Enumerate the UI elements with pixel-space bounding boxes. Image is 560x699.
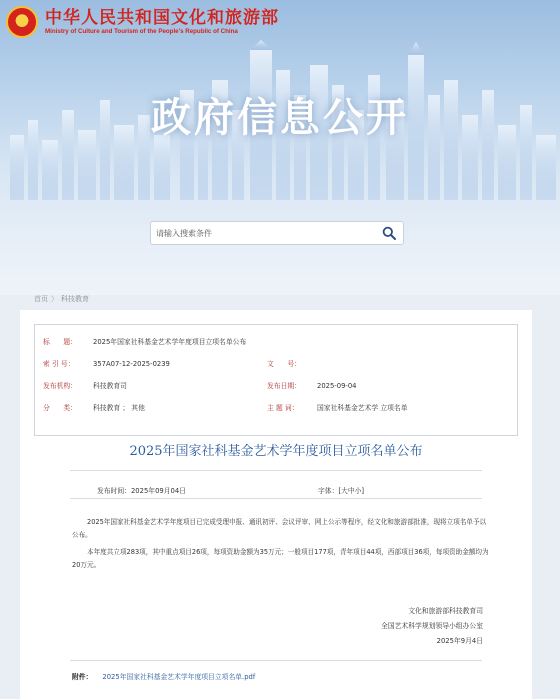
- meta-category-label: 分 类：: [43, 404, 77, 412]
- article-card: [20, 310, 532, 699]
- metadata-table: [34, 324, 518, 436]
- header-banner: [0, 0, 560, 295]
- meta-title-value: 2025年国家社科基金艺术学年度项目立项名单公布: [93, 338, 247, 346]
- signature-dept: 文化和旅游部科技教育司: [408, 607, 483, 615]
- national-emblem-icon: [6, 6, 38, 38]
- article-title: 2025年国家社科基金艺术学年度项目立项名单公布: [129, 444, 423, 459]
- ministry-name-en: Ministry of Culture and Tourism of the People's Republic of China: [45, 28, 238, 35]
- meta-title-label: 标 题：: [43, 338, 77, 346]
- font-size-label: 字体：: [318, 487, 339, 495]
- search-icon[interactable]: [381, 225, 397, 241]
- breadcrumb: [34, 294, 89, 304]
- page-title: 政府信息公开: [151, 95, 409, 141]
- signature-office: 全国艺术科学规划领导小组办公室: [381, 622, 483, 630]
- attachment-label: 附件：: [72, 673, 93, 681]
- breadcrumb-home[interactable]: 首页: [34, 295, 48, 303]
- meta-docno-label: 文 号：: [267, 360, 301, 368]
- meta-index-value: 357A07-12-2025-0239: [93, 360, 170, 368]
- meta-row-index: [35, 357, 517, 371]
- ministry-name-cn: 中华人民共和国文化和旅游部: [45, 8, 279, 28]
- signature-date: 2025年9月4日: [436, 637, 483, 645]
- meta-divider: [70, 498, 482, 499]
- font-size-options[interactable]: [大中小]: [338, 487, 365, 495]
- meta-org-label: 发布机构：: [43, 382, 77, 390]
- title-divider: [70, 470, 482, 471]
- article-paragraph: 本年度共立项283项，其中重点项目26项，每项资助金额为35万元；一般项目177项，青年项目44项，西部项目36项，每项资助金额均为20万元。: [72, 548, 489, 569]
- meta-index-label: 索 引 号：: [43, 360, 75, 368]
- attachment-link[interactable]: 2025年国家社科基金艺术学年度项目立项名单.pdf: [102, 673, 256, 681]
- breadcrumb-separator: 〉: [51, 295, 58, 303]
- meta-topic-value: 国家社科基金艺术学 立项名单: [317, 404, 408, 412]
- search-input[interactable]: [156, 222, 381, 244]
- publish-time: 发布时间：2025年09月04日: [97, 487, 186, 495]
- breadcrumb-section[interactable]: 科技教育: [61, 295, 89, 303]
- meta-date-label: 发布日期：: [267, 382, 301, 390]
- meta-row-title: [35, 335, 517, 349]
- attachment-row: [72, 671, 255, 681]
- font-size-control: [318, 485, 364, 495]
- meta-row-org: [35, 379, 517, 393]
- ministry-logo[interactable]: [6, 6, 279, 38]
- meta-org-value: 科技教育司: [93, 382, 127, 390]
- meta-date-value: 2025-09-04: [317, 382, 357, 390]
- meta-topic-label: 主 题 词：: [267, 404, 299, 412]
- search-bar: [150, 221, 404, 245]
- attachment-divider: [70, 660, 482, 661]
- meta-category-value: 科技教育 ； 其他: [93, 404, 145, 412]
- meta-row-category: [35, 401, 517, 415]
- article-paragraph: 2025年国家社科基金艺术学年度项目已完成受理申报、通讯初评、会议评审、网上公示等程序，经文化和旅游部批准，现将立项名单予以公布。: [72, 518, 487, 539]
